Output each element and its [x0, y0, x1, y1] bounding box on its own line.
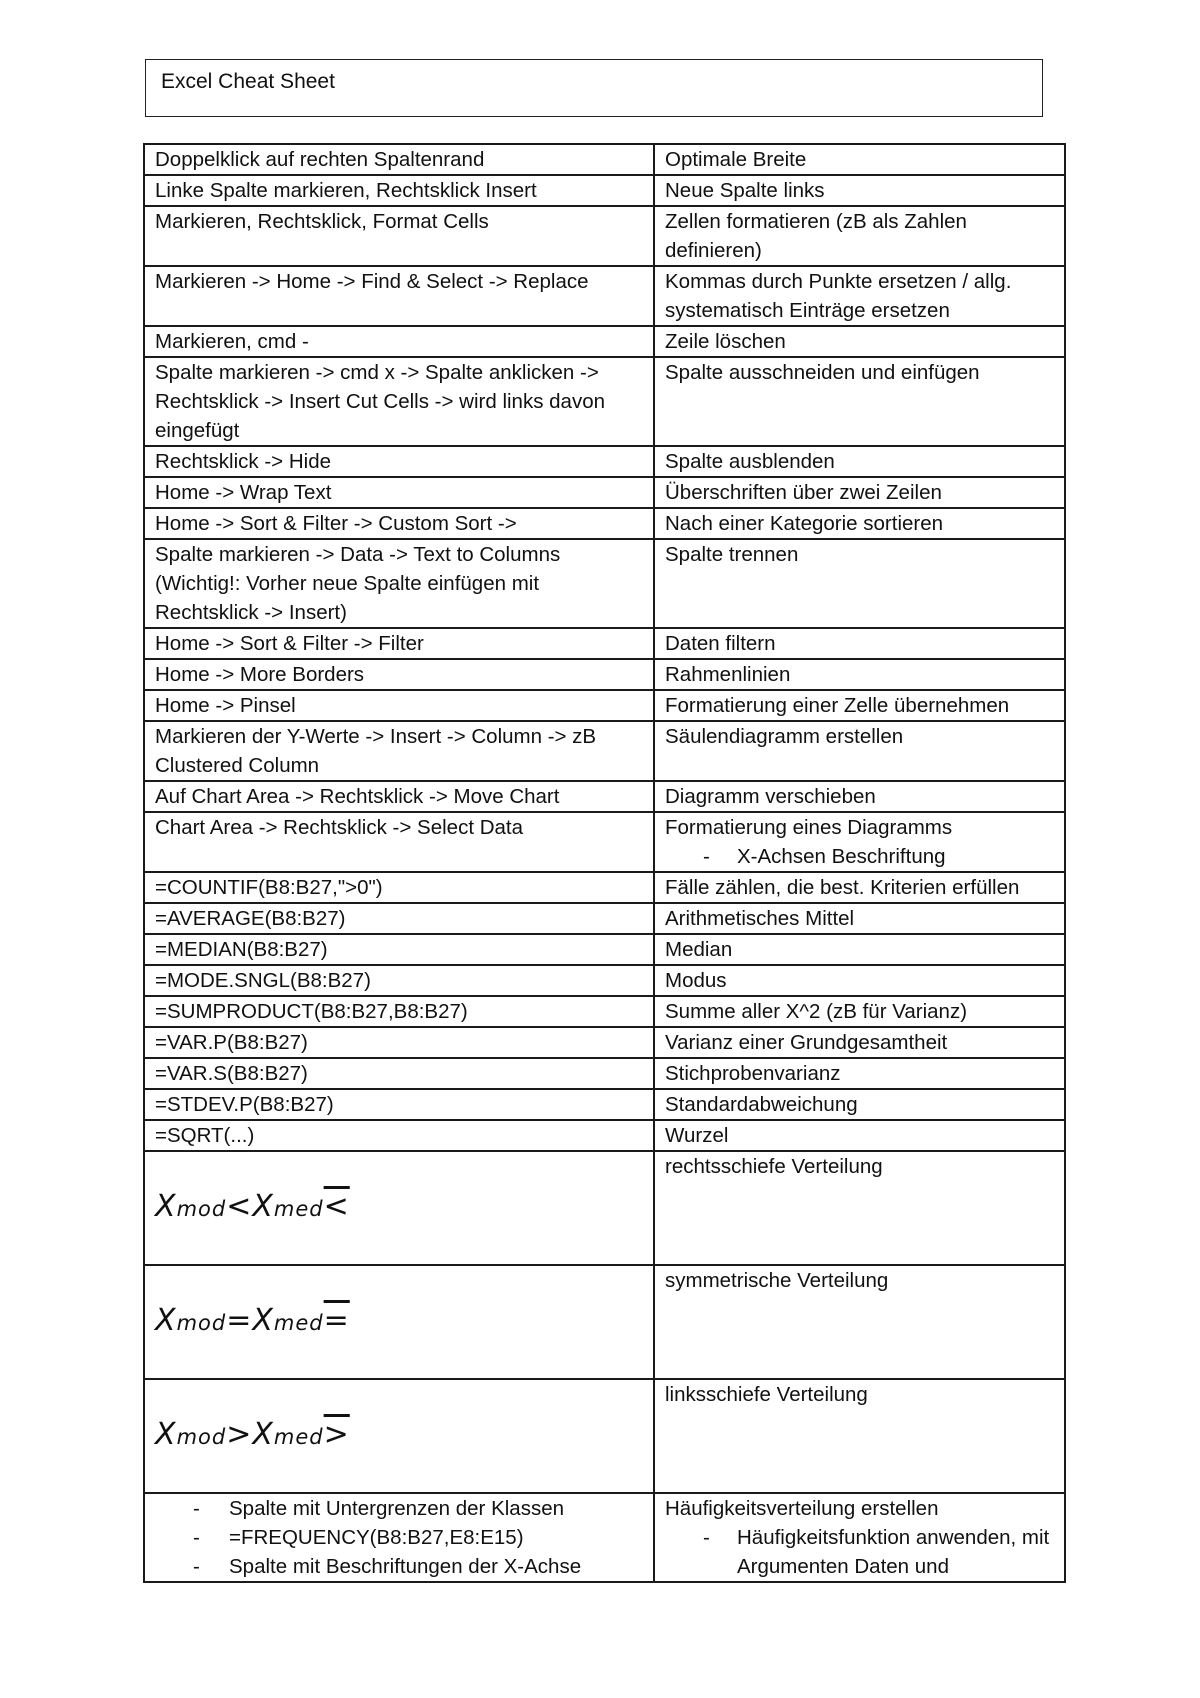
result-text: Häufigkeitsverteilung erstellen — [665, 1497, 939, 1520]
table-row — [144, 144, 1065, 175]
action-cell: Chart Area -> Rechtsklick -> Select Data — [144, 812, 654, 872]
result-cell — [654, 812, 1065, 872]
table-row — [144, 326, 1065, 357]
result-cell: Optimale Breite — [654, 144, 1065, 175]
formula-cell: =SUMPRODUCT(B8:B27,B8:B27) — [144, 996, 654, 1027]
formula-subscript: med — [273, 1311, 324, 1335]
table-row — [144, 1058, 1065, 1089]
formula-cell: =SQRT(...) — [144, 1120, 654, 1151]
result-cell — [654, 1493, 1065, 1582]
formula-cell: =AVERAGE(B8:B27) — [144, 903, 654, 934]
formula-subscript: med — [273, 1425, 324, 1449]
table-row — [144, 628, 1065, 659]
table-row — [144, 446, 1065, 477]
result-cell: Fälle zählen, die best. Kriterien erfüllen — [654, 872, 1065, 903]
list-item: - Häufigkeitsfunktion anwenden, mit Argumenten Daten und — [665, 1523, 1056, 1581]
result-cell: symmetrische Verteilung — [654, 1265, 1065, 1379]
result-cell: Diagramm verschieben — [654, 781, 1065, 812]
formula-variable: X — [252, 1417, 274, 1452]
result-cell: Stichprobenvarianz — [654, 1058, 1065, 1089]
formula-operator: > — [226, 1417, 253, 1452]
formula-variable: X — [155, 1417, 177, 1452]
result-cell: Überschriften über zwei Zeilen — [654, 477, 1065, 508]
result-cell: Zeile löschen — [654, 326, 1065, 357]
result-cell: Wurzel — [654, 1120, 1065, 1151]
result-cell: Arithmetisches Mittel — [654, 903, 1065, 934]
table-row — [144, 659, 1065, 690]
action-cell — [144, 1493, 654, 1582]
skew-formula — [155, 1303, 350, 1338]
cheat-sheet-table — [143, 143, 1066, 1583]
formula-subscript: mod — [176, 1425, 227, 1449]
formula-cell: =COUNTIF(B8:B27,">0") — [144, 872, 654, 903]
action-cell: Markieren -> Home -> Find & Select -> Replace — [144, 266, 654, 326]
table-row — [144, 903, 1065, 934]
math-formula-cell — [144, 1151, 654, 1265]
table-row — [144, 965, 1065, 996]
result-cell: Spalte ausblenden — [654, 446, 1065, 477]
result-cell: Zellen formatieren (zB als Zahlen definieren) — [654, 206, 1065, 266]
formula-cell: =VAR.S(B8:B27) — [144, 1058, 654, 1089]
result-cell: Daten filtern — [654, 628, 1065, 659]
result-cell: rechtsschiefe Verteilung — [654, 1151, 1065, 1265]
table-row — [144, 175, 1065, 206]
action-cell: Doppelklick auf rechten Spaltenrand — [144, 144, 654, 175]
action-cell: Spalte markieren -> Data -> Text to Columns (Wichtig!: Vorher neue Spalte einfügen mit Rechtsklick -> Insert) — [144, 539, 654, 628]
skew-formula — [155, 1189, 350, 1224]
list-item: - =FREQUENCY(B8:B27,E8:E15) — [155, 1523, 645, 1552]
formula-operator: < — [323, 1189, 350, 1224]
formula-cell: =VAR.P(B8:B27) — [144, 1027, 654, 1058]
list-item: - X-Achsen Beschriftung — [665, 842, 1056, 871]
formula-cell: =STDEV.P(B8:B27) — [144, 1089, 654, 1120]
table-row — [144, 934, 1065, 965]
result-cell: Standardabweichung — [654, 1089, 1065, 1120]
table-row — [144, 781, 1065, 812]
formula-operator: = — [323, 1303, 350, 1338]
table-row — [144, 812, 1065, 872]
result-cell: Varianz einer Grundgesamtheit — [654, 1027, 1065, 1058]
list-item: - Spalte mit Beschriftungen der X-Achse — [155, 1552, 645, 1581]
table-row — [144, 690, 1065, 721]
bullet-list — [155, 1494, 645, 1581]
formula-subscript: med — [273, 1197, 324, 1221]
table-row — [144, 721, 1065, 781]
result-cell: Spalte ausschneiden und einfügen — [654, 357, 1065, 446]
action-cell: Auf Chart Area -> Rechtsklick -> Move Chart — [144, 781, 654, 812]
math-formula-cell — [144, 1379, 654, 1493]
table-row — [144, 206, 1065, 266]
formula-operator: = — [226, 1303, 253, 1338]
table-row — [144, 357, 1065, 446]
result-cell: Neue Spalte links — [654, 175, 1065, 206]
table-row — [144, 1151, 1065, 1265]
bullet-list — [665, 842, 1056, 871]
result-cell: Modus — [654, 965, 1065, 996]
action-cell: Spalte markieren -> cmd x -> Spalte anklicken -> Rechtsklick -> Insert Cut Cells -> wird links davon eingefügt — [144, 357, 654, 446]
formula-subscript: mod — [176, 1311, 227, 1335]
document-title: Excel Cheat Sheet — [145, 59, 1043, 117]
result-text: Formatierung eines Diagramms — [665, 816, 953, 839]
table-row — [144, 266, 1065, 326]
action-cell: Home -> Sort & Filter -> Custom Sort -> — [144, 508, 654, 539]
result-cell: Säulendiagramm erstellen — [654, 721, 1065, 781]
formula-operator: < — [226, 1189, 253, 1224]
result-cell: linksschiefe Verteilung — [654, 1379, 1065, 1493]
formula-cell: =MEDIAN(B8:B27) — [144, 934, 654, 965]
formula-operator: > — [323, 1417, 350, 1452]
result-cell: Rahmenlinien — [654, 659, 1065, 690]
skew-formula — [155, 1417, 350, 1452]
math-formula-cell — [144, 1265, 654, 1379]
action-cell: Home -> Wrap Text — [144, 477, 654, 508]
result-cell: Formatierung einer Zelle übernehmen — [654, 690, 1065, 721]
action-cell: Markieren, cmd - — [144, 326, 654, 357]
result-cell: Kommas durch Punkte ersetzen / allg. systematisch Einträge ersetzen — [654, 266, 1065, 326]
action-cell: Linke Spalte markieren, Rechtsklick Insert — [144, 175, 654, 206]
action-cell: Markieren, Rechtsklick, Format Cells — [144, 206, 654, 266]
table-row — [144, 1265, 1065, 1379]
result-cell: Median — [654, 934, 1065, 965]
action-cell: Rechtsklick -> Hide — [144, 446, 654, 477]
formula-variable: X — [155, 1189, 177, 1224]
table-row — [144, 1379, 1065, 1493]
table-row — [144, 508, 1065, 539]
table-row — [144, 1493, 1065, 1582]
action-cell: Markieren der Y-Werte -> Insert -> Column -> zB Clustered Column — [144, 721, 654, 781]
formula-subscript: mod — [176, 1197, 227, 1221]
result-cell: Summe aller X^2 (zB für Varianz) — [654, 996, 1065, 1027]
formula-variable: X — [155, 1303, 177, 1338]
table-row — [144, 477, 1065, 508]
result-cell: Spalte trennen — [654, 539, 1065, 628]
action-cell: Home -> More Borders — [144, 659, 654, 690]
table-row — [144, 1089, 1065, 1120]
formula-cell: =MODE.SNGL(B8:B27) — [144, 965, 654, 996]
table-row — [144, 1120, 1065, 1151]
table-row — [144, 1027, 1065, 1058]
bullet-list — [665, 1523, 1056, 1581]
action-cell: Home -> Pinsel — [144, 690, 654, 721]
list-item: - Spalte mit Untergrenzen der Klassen — [155, 1494, 645, 1523]
formula-variable: X — [252, 1303, 274, 1338]
result-cell: Nach einer Kategorie sortieren — [654, 508, 1065, 539]
formula-variable: X — [252, 1189, 274, 1224]
action-cell: Home -> Sort & Filter -> Filter — [144, 628, 654, 659]
table-row — [144, 539, 1065, 628]
table-row — [144, 872, 1065, 903]
table-row — [144, 996, 1065, 1027]
